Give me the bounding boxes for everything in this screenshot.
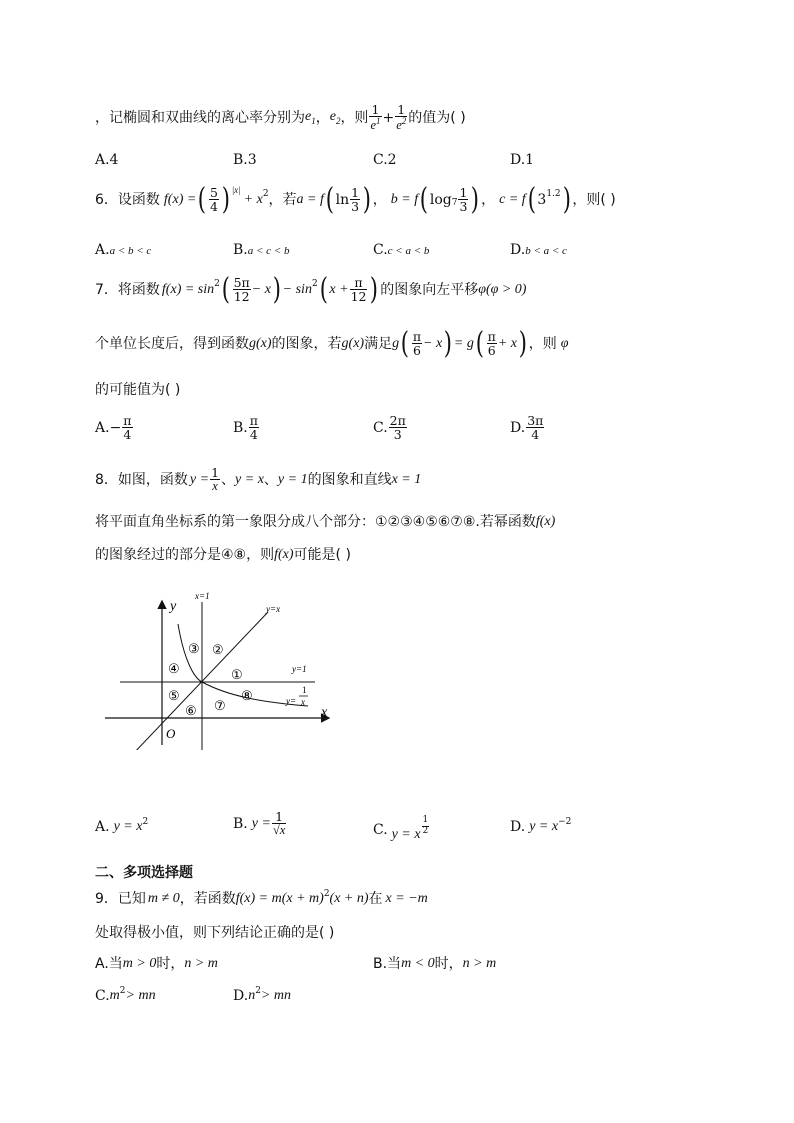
q5-option-c[interactable]: C.2 bbox=[373, 152, 397, 168]
q5-option-b[interactable]: B.3 bbox=[233, 152, 257, 168]
q5-frac-2: $\frac{1}{e^2}$ bbox=[396, 102, 407, 133]
section2-title: 二、多项选择题 bbox=[95, 865, 193, 881]
q7-number: 7．将函数 bbox=[95, 281, 160, 298]
q8-option-b[interactable]: B. y = $\frac{1}{√x}$ bbox=[233, 809, 286, 838]
region-2: ② bbox=[212, 642, 224, 657]
q8-stem-line3: 的图象经过的部分是④⑧，则 f(x) 可能是( ) bbox=[95, 547, 351, 563]
q6-option-c[interactable]: C.c < a < b bbox=[373, 242, 430, 258]
q8-option-c[interactable]: C. y = x $\frac{1}{2}$ bbox=[373, 815, 429, 842]
q5-stem: ，记椭圆和双曲线的离心率分别为 $e_1$ ， $e_2$ ，则 $\frac{1}{e^1}$ + $\frac{1}{e^2}$ 的值为( ) bbox=[95, 102, 466, 133]
q7-option-d[interactable]: D. $\frac{3\pi}{4}$ bbox=[510, 413, 544, 443]
q9-stem-line2: 处取得极小值，则下列结论正确的是( ) bbox=[95, 925, 335, 941]
q9-option-c[interactable]: C. m $^2$ > mn bbox=[95, 985, 156, 1004]
graph-axis-y: y bbox=[170, 599, 177, 614]
graph-origin: O bbox=[166, 726, 176, 741]
q6-option-a[interactable]: A.a < b < c bbox=[95, 242, 152, 258]
region-5: ⑤ bbox=[168, 688, 180, 703]
q8-stem-line1: 8．如图，函数 y = $\frac{1}{x}$ 、 y = x 、 y = 1 的图象和直线 x = 1 bbox=[95, 465, 422, 494]
graph-label-yx: y=x bbox=[266, 604, 281, 614]
q6-tail: ，则( ) bbox=[572, 191, 616, 208]
region-6: ⑥ bbox=[185, 703, 197, 718]
q7-stem-line1: 7．将函数 f(x) = sin $^2$ ( $\frac{5\pi}{12}$ − x ) − sin $^2$ ( x + $\frac{\pi}{12}$ ) 的图象向左平移 φ(φ > 0) bbox=[95, 272, 527, 308]
q8-option-d[interactable]: D. y = x $^{-2}$ bbox=[510, 816, 572, 835]
q5-e2: $e_2$ bbox=[329, 108, 341, 126]
graph-label-inv-den: x bbox=[301, 697, 305, 707]
q6-frac-5-4: $\frac{5}{4}$ bbox=[210, 185, 218, 215]
region-4: ④ bbox=[168, 661, 180, 676]
region-8: ⑧ bbox=[241, 688, 253, 703]
q5-option-a[interactable]: A.4 bbox=[95, 152, 119, 168]
q5-e1: $e_1$ bbox=[305, 108, 316, 126]
graph-label-inv-y: y= bbox=[286, 696, 297, 706]
region-1: ① bbox=[231, 667, 243, 682]
q7-option-a[interactable]: A. − $\frac{\pi}{4}$ bbox=[95, 413, 132, 443]
q5-option-d[interactable]: D.1 bbox=[510, 152, 535, 168]
q9-number: 9．已知 bbox=[95, 891, 146, 907]
q9-option-a[interactable]: A.当 m > 0 时， n > m bbox=[95, 956, 218, 972]
q6-option-b[interactable]: B.a < c < b bbox=[233, 242, 290, 258]
q9-option-b[interactable]: B.当 m < 0 时， n > m bbox=[373, 956, 497, 972]
q8-number: 8．如图，函数 bbox=[95, 471, 188, 488]
q8-option-a[interactable]: A. y = x $^2$ bbox=[95, 816, 149, 835]
q8-stem-line2: 将平面直角坐标系的第一象限分成八个部分：①②③④⑤⑥⑦⑧.若幂函数 f(x) bbox=[95, 514, 556, 530]
q6-option-d[interactable]: D.b < a < c bbox=[510, 242, 567, 258]
q5-frac-1: $\frac{1}{e^1}$ bbox=[370, 102, 381, 133]
q7-phi: φ(φ > 0) bbox=[478, 281, 527, 297]
q9-stem-line1: 9．已知 m ≠ 0 ，若函数 f(x) = m(x + m) $^2$ (x + n) 在 x = −m bbox=[95, 888, 428, 907]
q7-stem-line3: 的可能值为( ) bbox=[95, 382, 181, 398]
region-7: ⑦ bbox=[214, 698, 226, 713]
graph-label-inv-num: 1 bbox=[302, 685, 307, 695]
q9-option-d[interactable]: D. n $^2$ > mn bbox=[233, 985, 291, 1004]
q7-stem-line2: 个单位长度后，得到函数 g(x) 的图象，若 g(x) 满足 g ( $\frac{\pi}{6}$ − x ) = g ( $\frac{\pi}{6}$ + x ) ，则 φ bbox=[95, 326, 569, 362]
q7-option-b[interactable]: B. $\frac{\pi}{4}$ bbox=[233, 413, 258, 443]
q5-stem-prefix: ，记椭圆和双曲线的离心率分别为 bbox=[95, 109, 305, 126]
q6-stem: 6．设函数 f(x) = ( $\frac{5}{4}$ ) $^{|x|}$ + x $^2$ ，若 a = f ( ln $\frac{1}{3}$ ) ， b = f ( log $_7$ $\frac{1}{3}$ ) ， c = f ( 3 $^{1.2}$ ) ，则( ) bbox=[95, 182, 616, 218]
q6-number: 6．设函数 bbox=[95, 191, 160, 208]
graph-axis-x: x bbox=[321, 705, 328, 720]
q5-stem-suffix: 的值为( ) bbox=[408, 109, 466, 126]
graph-label-x1: x=1 bbox=[195, 591, 210, 601]
q8-graph bbox=[100, 590, 340, 750]
graph-label-y1: y=1 bbox=[292, 664, 307, 674]
region-3: ③ bbox=[188, 641, 200, 656]
q7-option-c[interactable]: C. $\frac{2\pi}{3}$ bbox=[373, 413, 406, 443]
